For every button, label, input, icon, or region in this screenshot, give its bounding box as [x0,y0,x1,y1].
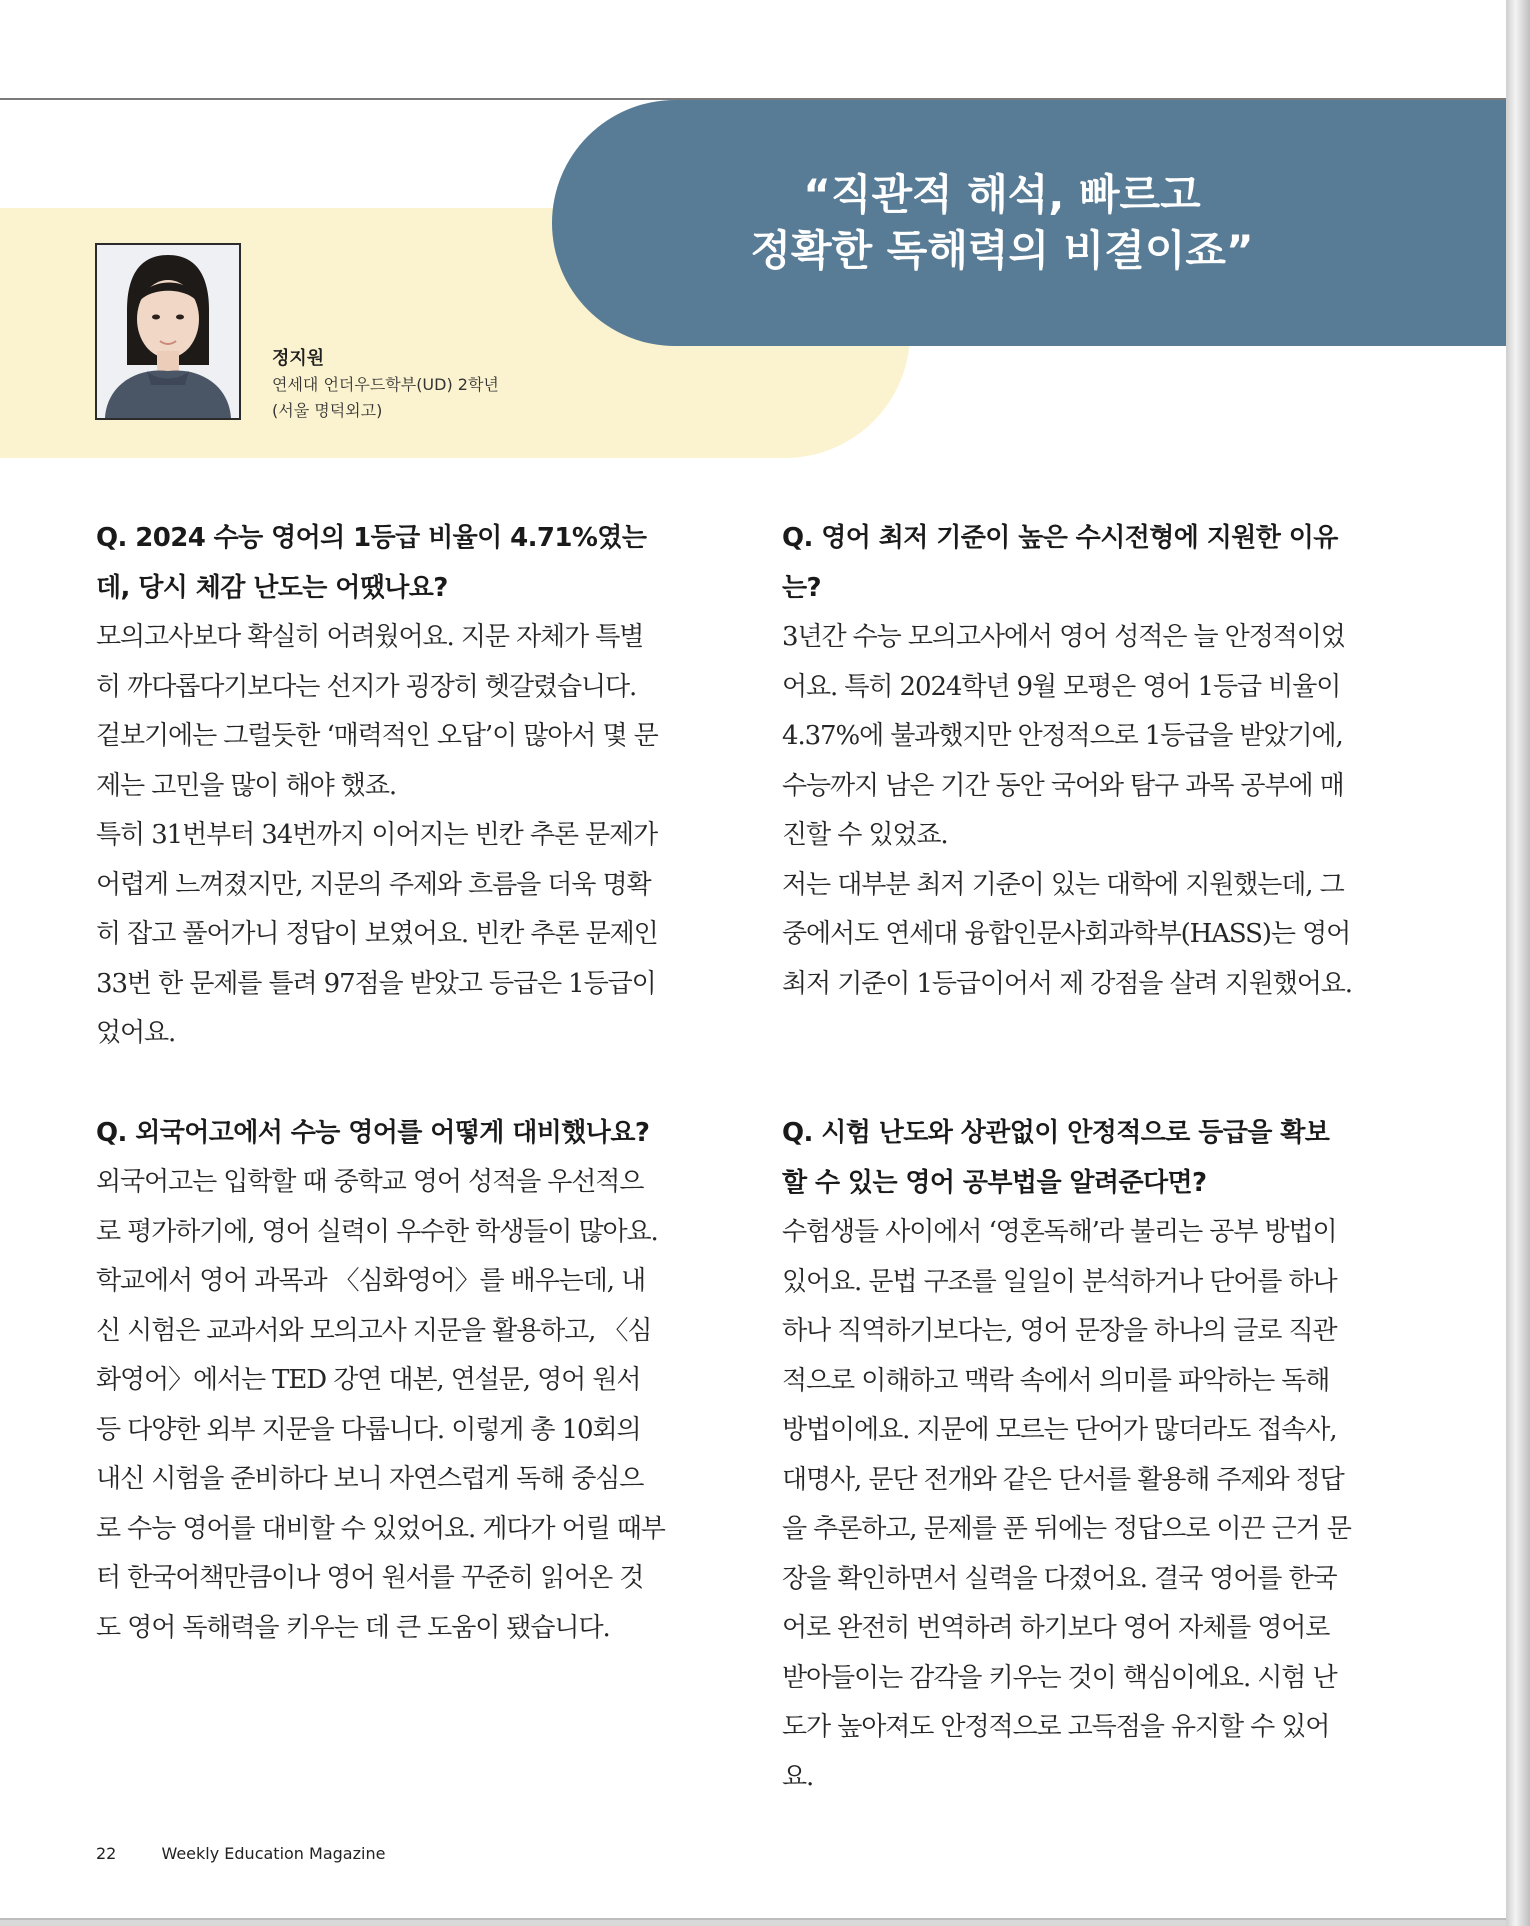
question: Q. 2024 수능 영어의 1등급 비율이 4.71%였는데, 당시 체감 난도는 어땠나요? [96,523,647,603]
question: Q. 시험 난도와 상관없이 안정적으로 등급을 확보할 수 있는 영어 공부법을 알려준다면? [782,1118,1330,1198]
answer-paragraph: 외국어고는 입학할 때 중학교 영어 성적을 우선적으로 평가하기에, 영어 실력이 우수한 학생들이 많아요. 학교에서 영어 과목과 〈심화영어〉를 배우는데, 내신 시험은 교과서와 모의고사 지문을 활용하고, 〈심화영어〉에서는 TED 강연 대본, 연설문, 영어 원서 등 다양한 외부 지문을 다룹니다. 이렇게 총 10회의 내신 시험을 준비하다 보니 자연스럽게 독해 중심으로 수능 영어를 대비할 수 있었어요. 게다가 어릴 때부터 한국어책만큼이나 영어 원서를 꾸준히 읽어온 것도 영어 독해력을 키우는 데 큰 도움이 됐습니다. [96,1167,665,1643]
page-number: 22 [96,1844,117,1863]
headline-line-2: 정확한 독해력의 비결이죠” [750,226,1254,275]
answer-paragraph: 수험생들 사이에서 ‘영혼독해’라 불리는 공부 방법이 있어요. 문법 구조를 일일이 분석하거나 단어를 하나하나 직역하기보다는, 영어 문장을 하나의 글로 직관적으로 이해하고 맥락 속에서 의미를 파악하는 독해 방법이에요. 지문에 모르는 단어가 많더라도 접속사, 대명사, 문단 전개와 같은 단서를 활용해 주제와 정답을 추론하고, 문제를 푼 뒤에는 정답으로 이끈 근거 문장을 확인하면서 실력을 다졌어요. 결국 영어를 한국어로 완전히 번역하려 하기보다 영어 자체를 영어로 받아들이는 감각을 키우는 것이 핵심이에요. 시험 난도가 높아져도 안정적으로 고득점을 유지할 수 있어요. [782,1217,1351,1792]
left-qa-1 [96,513,666,1059]
student-school: 연세대 언더우드학부(UD) 2학년 [272,375,499,394]
profile-info [272,346,499,424]
headline [552,100,1452,346]
magazine-name: Weekly Education Magazine [161,1844,386,1863]
student-photo [95,243,241,420]
portrait-image [97,245,239,418]
right-qa-2 [782,1108,1352,1802]
student-name: 정지원 [272,348,325,369]
headline-line-1: “직관적 해석, 빠르고 [803,170,1201,219]
question: Q. 외국어고에서 수능 영어를 어떻게 대비했나요? [96,1118,650,1148]
answer-paragraph: 모의고사보다 확실히 어려웠어요. 지문 자체가 특별히 까다롭다기보다는 선지가 굉장히 헷갈렸습니다. 겉보기에는 그럴듯한 ‘매력적인 오답’이 많아서 몇 문제는 고민을 많이 해야 했죠. [96,622,658,801]
student-high-school: (서울 명덕외고) [272,401,383,420]
answer-paragraph: 특히 31번부터 34번까지 이어지는 빈칸 추론 문제가 어렵게 느껴졌지만, 지문의 주제와 흐름을 더욱 명확히 잡고 풀어가니 정답이 보였어요. 빈칸 추론 문제인 33번 한 문제를 틀려 97점을 받았고 등급은 1등급이었어요. [96,820,658,1048]
answer-paragraph: 저는 대부분 최저 기준이 있는 대학에 지원했는데, 그중에서도 연세대 융합인문사회과학부(HASS)는 영어 최저 기준이 1등급이어서 제 강점을 살려 지원했어요. [782,869,1352,999]
page-edge [1506,0,1530,1926]
left-qa-2 [96,1108,666,1653]
page-footer [96,1844,425,1863]
question: Q. 영어 최저 기준이 높은 수시전형에 지원한 이유는? [782,523,1338,603]
answer-paragraph: 3년간 수능 모의고사에서 영어 성적은 늘 안정적이었어요. 특히 2024학년 9월 모평은 영어 1등급 비율이 4.37%에 불과했지만 안정적으로 1등급을 받았기에, 수능까지 남은 기간 동안 국어와 탐구 과목 공부에 매진할 수 있었죠. [782,622,1345,850]
right-qa-1 [782,513,1352,1009]
